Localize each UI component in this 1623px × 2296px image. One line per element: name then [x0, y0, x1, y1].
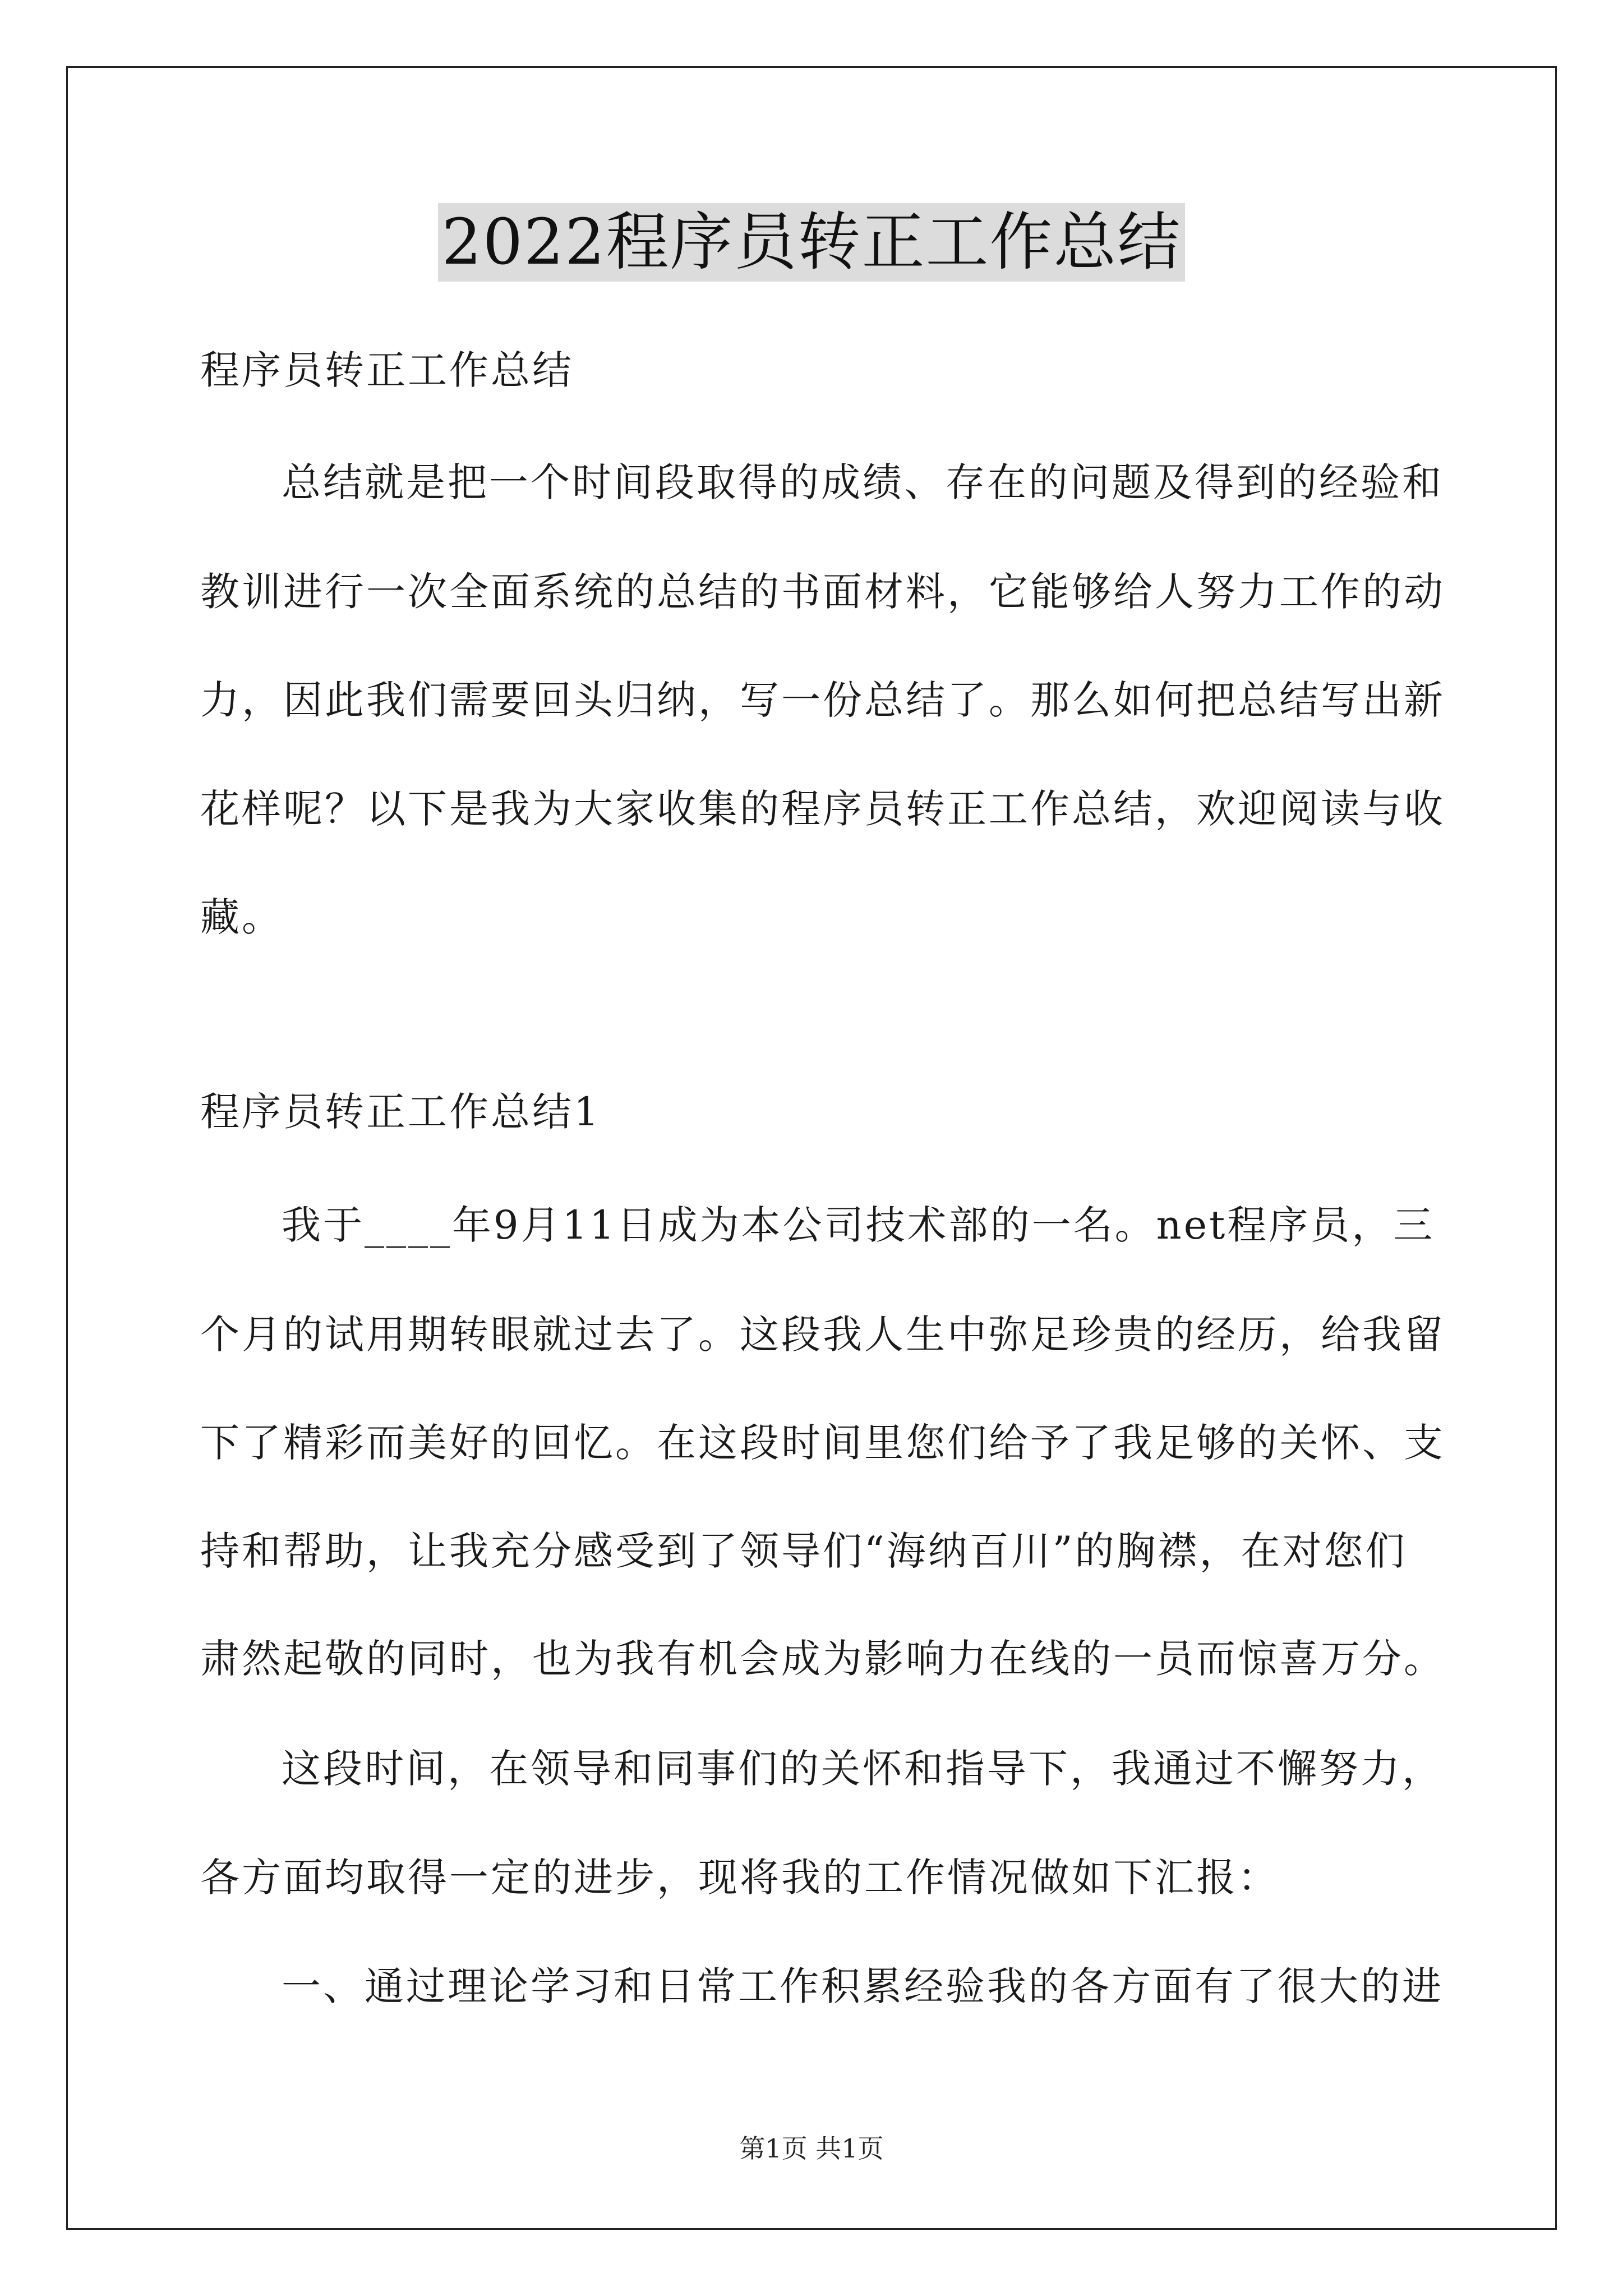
title-container: [0, 203, 1623, 282]
paragraph-line: 持和帮助，让我充分感受到了领导们“海纳百川”的胸襟，在对您们: [200, 1528, 1407, 1574]
intro-line: 藏。: [200, 894, 283, 940]
document-title: 2022程序员转正工作总结: [438, 203, 1184, 282]
intro-line: 总结就是把一个时间段取得的成绩、存在的问题及得到的经验和: [282, 459, 1444, 505]
paragraph-line: 我于____年9月11日成为本公司技术部的一名。net程序员，三: [282, 1202, 1435, 1248]
paragraph-line: 个月的试用期转眼就过去了。这段我人生中弥足珍贵的经历，给我留: [200, 1312, 1445, 1358]
page-footer: 第1页 共1页: [739, 2133, 884, 2164]
document-subtitle: 程序员转正工作总结: [200, 347, 574, 393]
paragraph-line: 各方面均取得一定的进步，现将我的工作情况做如下汇报：: [200, 1855, 1279, 1901]
paragraph-line: 下了精彩而美好的回忆。在这段时间里您们给予了我足够的关怀、支: [200, 1420, 1445, 1466]
paragraph-line: 肃然起敬的同时，也为我有机会成为影响力在线的一员而惊喜万分。: [200, 1636, 1445, 1682]
section-heading: 程序员转正工作总结1: [200, 1089, 601, 1135]
intro-line: 力，因此我们需要回头归纳，写一份总结了。那么如何把总结写出新: [200, 677, 1445, 723]
intro-line: 教训进行一次全面系统的总结的书面材料，它能够给人努力工作的动: [200, 569, 1445, 615]
paragraph-line: 一、通过理论学习和日常工作积累经验我的各方面有了很大的进: [282, 1963, 1444, 2009]
paragraph-line: 这段时间，在领导和同事们的关怀和指导下，我通过不懈努力，: [282, 1746, 1444, 1792]
intro-line: 花样呢？以下是我为大家收集的程序员转正工作总结，欢迎阅读与收: [200, 786, 1445, 832]
